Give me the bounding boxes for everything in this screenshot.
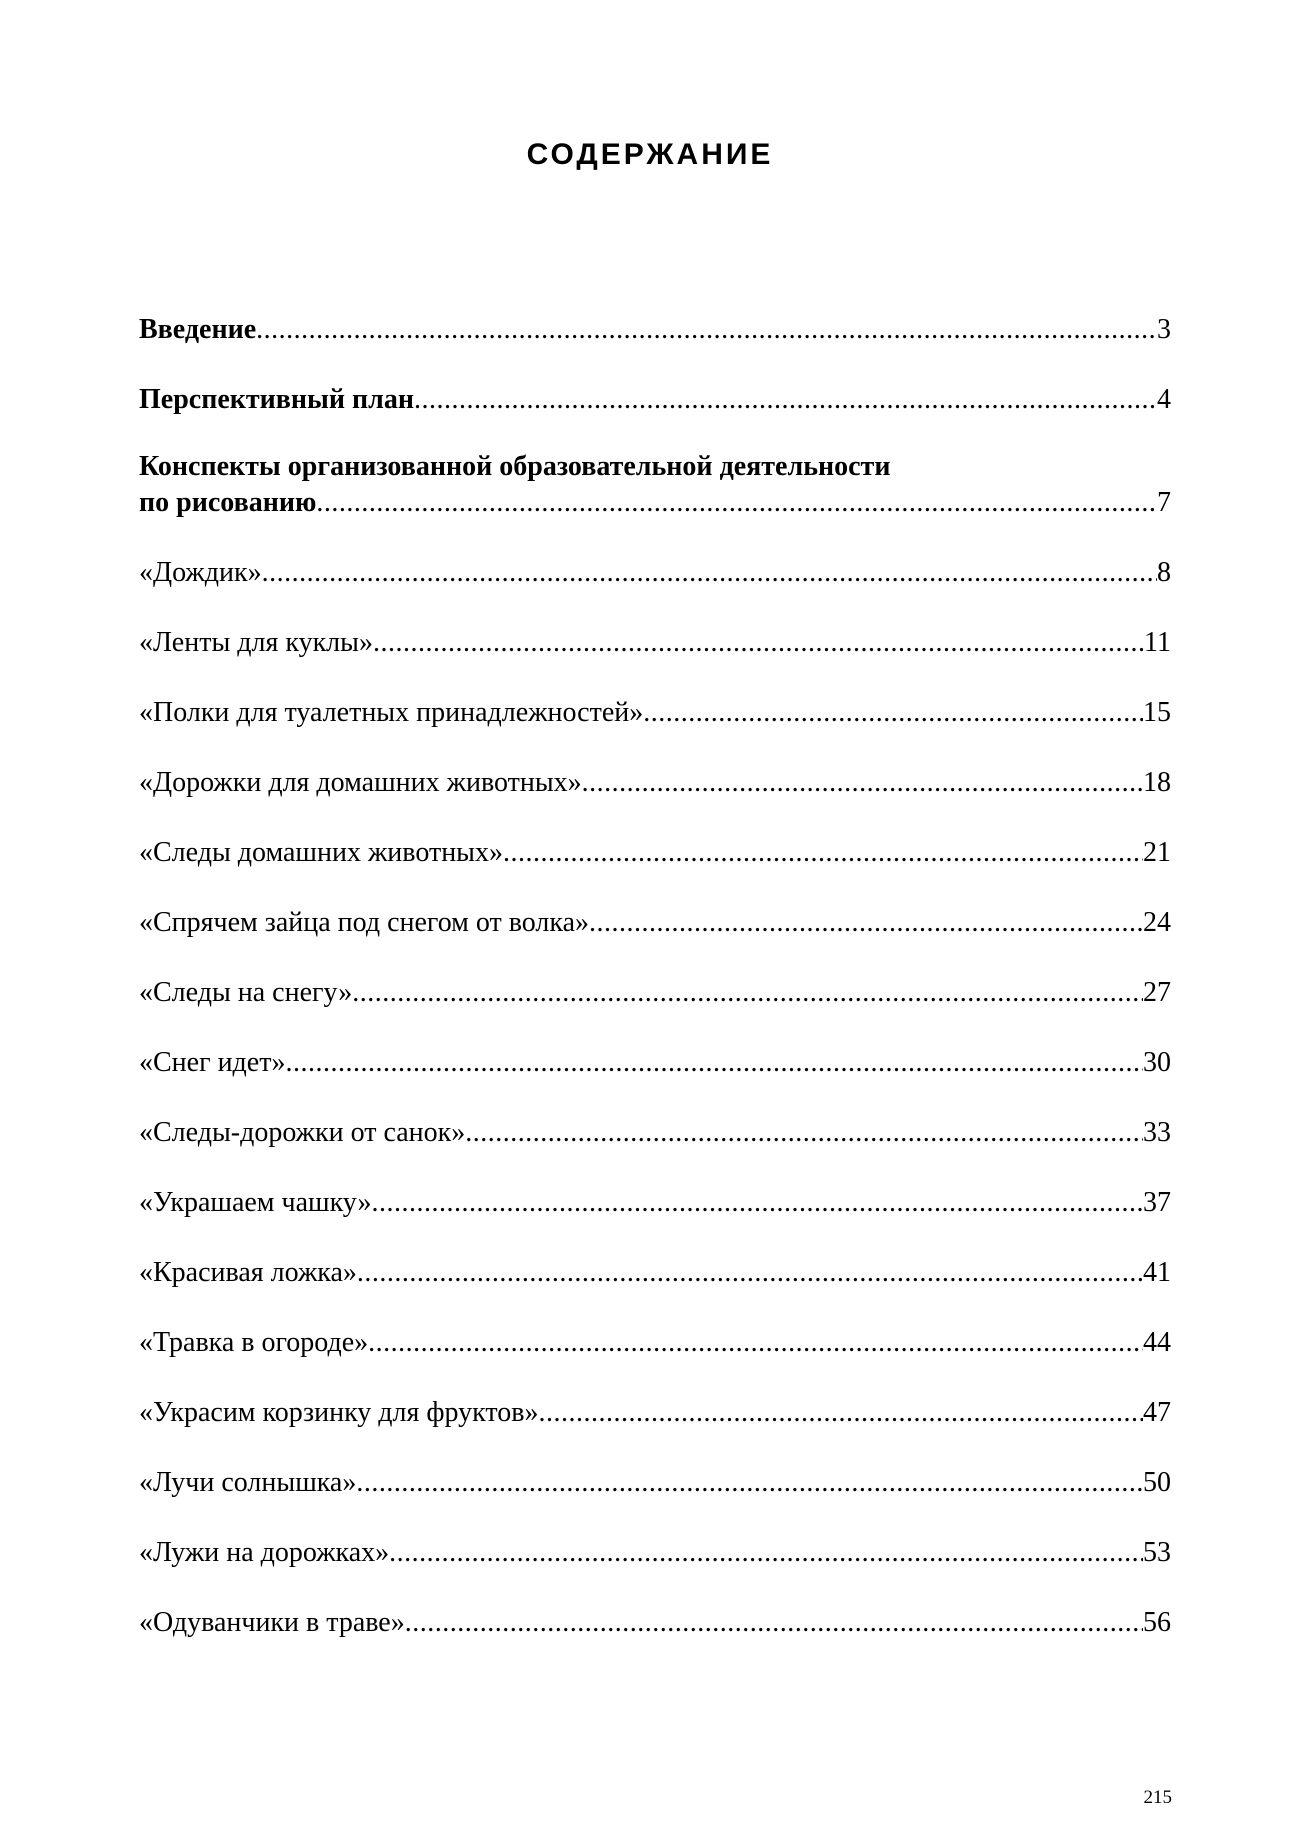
dot-leader [262,555,1157,591]
toc-entry-page: 27 [1143,977,1171,1008]
toc-entry[interactable] [139,625,1171,661]
dot-leader [356,1465,1143,1501]
toc-entry-page: 50 [1143,1467,1171,1498]
toc-entry-label-line1: Конспекты организованной образовательной деятельности [139,451,891,482]
toc-entry-label: «Следы домашних животных» [139,837,503,868]
toc-entry-label: «Снег идет» [139,1047,286,1078]
toc-entry-label: «Одуванчики в траве» [139,1607,405,1638]
toc-entry-label: Введение [139,314,257,345]
dot-leader [352,975,1143,1011]
toc-entry[interactable] [139,1185,1171,1221]
toc-entry-label: «Лучи солнышка» [139,1467,357,1498]
toc-entry[interactable] [139,975,1171,1011]
toc-entry-perspective-plan[interactable] [139,382,1171,418]
toc-entry-label: «Лужи на дорожках» [139,1537,390,1568]
toc-entry-page: 11 [1144,627,1171,658]
toc-entry-page: 4 [1157,384,1171,415]
toc-entry-page: 15 [1143,697,1171,728]
toc-entry[interactable] [139,1045,1171,1081]
toc-entry[interactable] [139,695,1171,731]
toc-entry[interactable] [139,555,1171,591]
toc-entry[interactable] [139,1605,1171,1641]
toc-entry-page: 37 [1143,1187,1171,1218]
toc-entry-label: по рисованию [139,487,317,518]
toc-entry[interactable] [139,1325,1171,1361]
toc-entry-label: «Украшаем чашку» [139,1187,372,1218]
dot-leader [316,485,1157,521]
toc-entry[interactable] [139,765,1171,801]
toc-entry-label: «Травка в огороде» [139,1327,369,1358]
toc-entry-page: 44 [1143,1327,1171,1358]
toc-entry-page: 8 [1157,557,1171,588]
page-title: СОДЕРЖАНИЕ [526,138,774,171]
toc-entry-page: 47 [1143,1397,1171,1428]
dot-leader [373,625,1144,661]
toc-entry-label: «Украсим корзинку для фруктов» [139,1397,539,1428]
dot-leader [256,312,1157,348]
toc-entry-introduction[interactable] [139,312,1171,348]
toc-entry-page: 41 [1143,1257,1171,1288]
toc-entry-page: 24 [1143,907,1171,938]
toc-entry[interactable] [139,1395,1171,1431]
toc-entry-label: «Красивая ложка» [139,1257,357,1288]
dot-leader [414,382,1157,418]
toc-entry[interactable] [139,1255,1171,1291]
toc-entry-label: «Полки для туалетных принадлежностей» [139,697,644,728]
toc-entry[interactable] [139,1535,1171,1571]
toc-entry-label: «Следы-дорожки от санок» [139,1117,466,1148]
toc-entry-label: «Дождик» [139,557,262,588]
toc-entry-page: 30 [1143,1047,1171,1078]
dot-leader [589,905,1143,941]
dot-leader [503,835,1143,871]
toc-entry-page: 21 [1143,837,1171,868]
toc-entry-lesson-notes[interactable] [139,449,1171,521]
toc-entry-page: 53 [1143,1537,1171,1568]
toc-entry[interactable] [139,1465,1171,1501]
toc-entry-page: 33 [1143,1117,1171,1148]
toc-entry-page: 3 [1157,314,1171,345]
dot-leader [405,1605,1143,1641]
toc-entry-page: 7 [1157,487,1171,518]
toc-entry-label: «Следы на снегу» [139,977,353,1008]
toc-entry-page: 18 [1143,767,1171,798]
dot-leader [372,1185,1143,1221]
dot-leader [357,1255,1143,1291]
toc-entry[interactable] [139,905,1171,941]
dot-leader [285,1045,1143,1081]
dot-leader [643,695,1143,731]
page-number: 215 [1143,1787,1172,1808]
toc-entry-label: «Дорожки для домашних животных» [139,767,582,798]
toc-entry-page: 56 [1143,1607,1171,1638]
toc-entry-label: Перспективный план [139,384,415,415]
toc-entry-label: «Ленты для куклы» [139,627,373,658]
dot-leader [389,1535,1143,1571]
table-of-contents [139,312,1171,1675]
toc-entry-label: «Спрячем зайца под снегом от волка» [139,907,589,938]
dot-leader [368,1325,1143,1361]
toc-entry[interactable] [139,1115,1171,1151]
dot-leader [582,765,1143,801]
dot-leader [538,1395,1143,1431]
dot-leader [465,1115,1143,1151]
toc-entry[interactable] [139,835,1171,871]
